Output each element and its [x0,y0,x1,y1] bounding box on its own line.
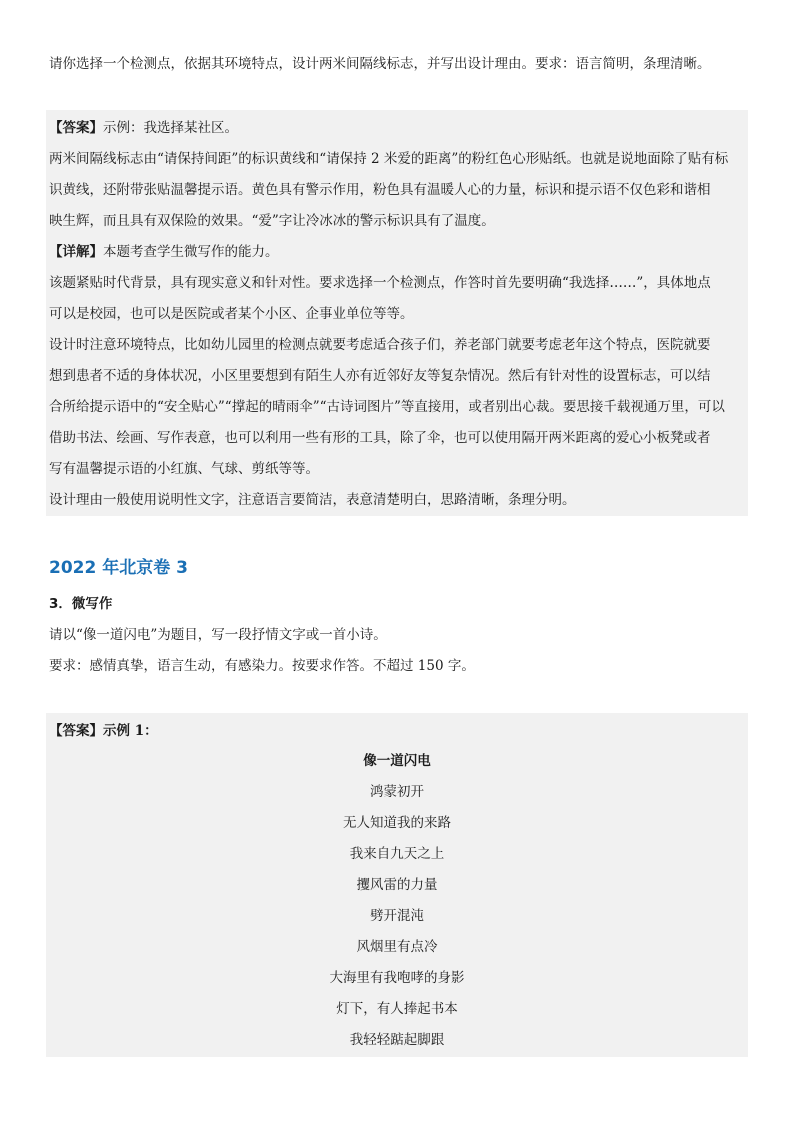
top-prompt: 请你选择一个检测点，依据其环境特点，设计两米间隔线标志，并写出设计理由。要求：语言简明，条理清晰。 [49,56,711,72]
detail-label: 【详解】 [49,244,103,260]
detail-line: 写有温馨提示语的小红旗、气球、剪纸等等。 [49,461,319,477]
answer1-body-line: 映生辉，而且具有双保险的效果。“爱”字让冷冰冰的警示标识具有了温度。 [49,213,495,229]
answer-box-2 [46,713,748,1057]
poem-line: 劈开混沌 [370,908,424,924]
answer1-body-line: 识黄线，还附带张贴温馨提示语。黄色具有警示作用，粉色具有温暖人心的力量，标识和提示语不仅色彩和谐相 [49,182,711,198]
detail-intro: 本题考查学生微写作的能力。 [103,244,279,260]
detail-intro-line [49,242,279,262]
answer-box-1 [46,110,748,516]
poem-title: 像一道闪电 [363,753,431,769]
answer2-label: 【答案】示例 1： [49,723,158,739]
poem-line: 攫风雷的力量 [356,877,438,893]
answer1-label: 【答案】 [49,120,103,136]
detail-line: 设计时注意环境特点，比如幼儿园里的检测点就要考虑适合孩子们，养老部门就要考虑老年这个特点，医院就要 [49,337,711,353]
detail-line: 想到患者不适的身体状况，小区里要想到有陌生人亦有近邻好友等复杂情况。然后有针对性的设置标志，可以结 [49,368,711,384]
detail-line: 合所给提示语中的“安全贴心”“撑起的晴雨伞”“古诗词图片”等直接用，或者别出心裁。要思接千载视通万里，可以 [49,399,725,415]
poem-line: 大海里有我咆哮的身影 [329,970,465,986]
poem-line: 风烟里有点冷 [356,939,438,955]
poem-line: 我轻轻踮起脚跟 [349,1032,445,1048]
poem-line: 我来自九天之上 [349,846,445,862]
question-prompt: 请以“像一道闪电”为题目，写一段抒情文字或一首小诗。 [49,627,387,643]
section-heading: 2022 年北京卷 3 [49,558,188,578]
poem-line: 鸿蒙初开 [370,784,424,800]
question-title: 3．微写作 [49,596,113,612]
poem-line: 无人知道我的来路 [343,815,451,831]
detail-line: 该题紧贴时代背景，具有现实意义和针对性。要求选择一个检测点，作答时首先要明确“我选择……”，具体地点 [49,275,711,291]
detail-line: 借助书法、绘画、写作表意，也可以利用一些有形的工具，除了伞，也可以使用隔开两米距离的爱心小板凳或者 [49,430,711,446]
detail-line: 设计理由一般使用说明性文字，注意语言要简洁，表意清楚明白，思路清晰，条理分明。 [49,492,576,508]
detail-line: 可以是校园，也可以是医院或者某个小区、企事业单位等等。 [49,306,414,322]
answer1-body-line: 两米间隔线标志由“请保持间距”的标识黄线和“请保持 2 米爱的距离”的粉红色心形贴纸。也就是说地面除了贴有标 [49,151,729,167]
question-requirement: 要求：感情真挚，语言生动，有感染力。按要求作答。不超过 150 字。 [49,658,475,674]
poem-line: 灯下，有人捧起书本 [336,1001,458,1017]
answer1-intro: 示例：我选择某社区。 [103,120,238,136]
answer1-intro-line [49,118,238,138]
